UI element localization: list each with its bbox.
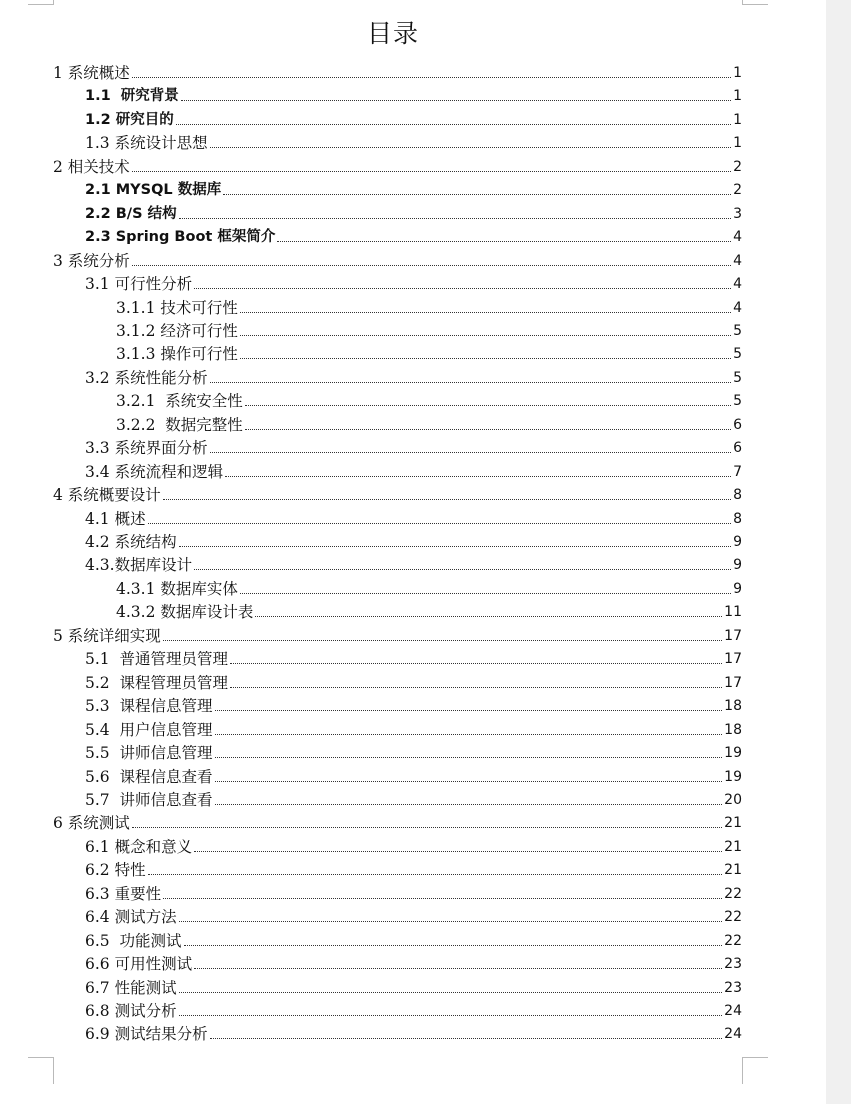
toc-entry-label: 3.3 系统界面分析 [85, 439, 208, 458]
toc-entry[interactable] [85, 179, 742, 199]
toc-entry[interactable] [53, 156, 742, 176]
toc-entry-label: 6 系统测试 [53, 814, 130, 833]
toc-entry-page-number: 21 [724, 862, 742, 879]
toc-entry-page-number: 4 [733, 252, 742, 269]
toc-entry[interactable] [85, 531, 742, 551]
toc-entry[interactable] [85, 906, 742, 926]
toc-entry-page-number: 2 [733, 158, 742, 175]
toc-entry-page-number: 22 [724, 909, 742, 926]
toc-entry-label: 5 系统详细实现 [53, 626, 161, 645]
toc-leader-dots [148, 874, 723, 875]
toc-entry-page-number: 17 [724, 674, 742, 691]
toc-entry-page-number: 5 [733, 322, 742, 339]
toc-entry[interactable] [85, 953, 742, 973]
toc-entry[interactable] [85, 554, 742, 574]
toc-leader-dots [132, 265, 731, 266]
toc-entry-page-number: 24 [724, 1026, 742, 1043]
toc-leader-dots [148, 523, 732, 524]
toc-entry-page-number: 9 [733, 580, 742, 597]
toc-entry-page-number: 6 [733, 440, 742, 457]
toc-entry-page-number: 7 [733, 463, 742, 480]
toc-leader-dots [255, 616, 722, 617]
toc-entry-label: 2.3 Spring Boot 框架简介 [85, 229, 276, 246]
toc-entry-label: 3.2.2 数据完整性 [116, 415, 243, 434]
toc-entry-label: 4.3.1 数据库实体 [116, 579, 238, 598]
toc-entry-label: 5.6 课程信息查看 [85, 767, 213, 786]
toc-entry[interactable] [53, 62, 742, 82]
toc-entry-page-number: 22 [724, 885, 742, 902]
toc-entry-page-number: 9 [733, 557, 742, 574]
toc-entry-label: 3.1.1 技术可行性 [116, 298, 238, 317]
page-title: 目录 [366, 19, 419, 48]
toc-entry-page-number: 5 [733, 393, 742, 410]
toc-entry[interactable] [85, 273, 742, 293]
toc-entry-label: 6.9 测试结果分析 [85, 1025, 208, 1044]
toc-entry-label: 4.3.数据库设计 [85, 556, 193, 575]
toc-entry[interactable] [85, 930, 742, 950]
toc-leader-dots [210, 1038, 723, 1039]
toc-entry-label: 6.4 测试方法 [85, 908, 177, 927]
toc-entry-label: 5.5 讲师信息管理 [85, 744, 213, 763]
toc-leader-dots [240, 312, 731, 313]
toc-leader-dots [215, 734, 723, 735]
toc-entry[interactable] [85, 1000, 742, 1020]
toc-entry-page-number: 5 [733, 346, 742, 363]
toc-entry-label: 2 相关技术 [53, 157, 130, 176]
toc-entry-label: 4.3.2 数据库设计表 [116, 603, 254, 622]
toc-leader-dots [277, 241, 731, 242]
toc-leader-dots [184, 945, 723, 946]
toc-entry-label: 6.3 重要性 [85, 884, 162, 903]
toc-entry-label: 4.1 概述 [85, 509, 146, 528]
toc-entry[interactable] [85, 695, 742, 715]
toc-leader-dots [179, 921, 723, 922]
toc-entry-page-number: 19 [724, 745, 742, 762]
toc-entry-label: 2.2 B/S 结构 [85, 205, 177, 222]
toc-leader-dots [223, 194, 731, 195]
toc-entry-page-number: 22 [724, 932, 742, 949]
toc-entry[interactable] [116, 601, 742, 621]
toc-leader-dots [132, 77, 731, 78]
toc-entry-page-number: 11 [724, 604, 742, 621]
toc-entry[interactable] [85, 836, 742, 856]
toc-entry-page-number: 5 [733, 369, 742, 386]
toc-leader-dots [194, 851, 722, 852]
toc-entry[interactable] [85, 203, 742, 223]
toc-leader-dots [215, 710, 723, 711]
toc-entry-page-number: 4 [733, 229, 742, 246]
toc-entry-label: 6.5 功能测试 [85, 931, 182, 950]
toc-entry[interactable] [116, 390, 742, 410]
toc-entry-page-number: 24 [724, 1003, 742, 1019]
toc-entry[interactable] [85, 367, 742, 387]
toc-entry[interactable] [85, 461, 742, 481]
toc-entry-label: 3.1.3 操作可行性 [116, 345, 238, 364]
toc-leader-dots [245, 429, 731, 430]
toc-entry[interactable] [116, 297, 742, 317]
page-gutter [826, 0, 851, 1104]
toc-entry-label: 3.1 可行性分析 [85, 275, 193, 294]
toc-leader-dots [215, 757, 723, 758]
toc-entry[interactable] [85, 132, 742, 152]
toc-entry-page-number: 23 [724, 979, 742, 996]
toc-entry-label: 1.2 研究目的 [85, 111, 174, 128]
toc-leader-dots [194, 968, 722, 969]
toc-leader-dots [245, 405, 731, 406]
toc-entry[interactable] [116, 578, 742, 598]
toc-entry[interactable] [116, 343, 742, 363]
toc-entry-label: 1.3 系统设计思想 [85, 134, 208, 153]
toc-entry-page-number: 1 [733, 65, 742, 81]
toc-entry[interactable] [116, 320, 742, 340]
toc-entry[interactable] [85, 789, 742, 809]
toc-leader-dots [132, 827, 722, 828]
toc-entry[interactable] [85, 648, 742, 668]
toc-entry-page-number: 2 [733, 182, 742, 199]
toc-entry-page-number: 21 [724, 815, 742, 832]
toc-entry-label: 6.2 特性 [85, 861, 146, 880]
toc-entry-page-number: 17 [724, 627, 742, 644]
toc-entry-page-number: 6 [733, 416, 742, 433]
toc-leader-dots [176, 124, 731, 125]
toc-leader-dots [215, 804, 723, 805]
toc-entry-page-number: 20 [724, 791, 742, 808]
toc-entry[interactable] [116, 414, 742, 434]
toc-entry-page-number: 1 [733, 135, 742, 152]
toc-leader-dots [179, 218, 732, 219]
toc-entry-label: 5.1 普通管理员管理 [85, 650, 229, 669]
toc-entry-page-number: 1 [733, 111, 742, 128]
toc-entry-page-number: 23 [724, 956, 742, 973]
toc-entry-page-number: 19 [724, 768, 742, 785]
toc-leader-dots [194, 288, 731, 289]
toc-entry-label: 4 系统概要设计 [53, 486, 161, 505]
toc-entry[interactable] [53, 625, 742, 645]
toc-entry-page-number: 9 [733, 534, 742, 550]
toc-leader-dots [240, 358, 731, 359]
toc-entry-page-number: 8 [733, 487, 742, 504]
toc-entry-label: 6.1 概念和意义 [85, 837, 193, 856]
toc-entry-label: 3.2 系统性能分析 [85, 368, 208, 387]
toc-entry[interactable] [85, 226, 742, 246]
toc-entry[interactable] [85, 766, 742, 786]
toc-entry[interactable] [53, 250, 742, 270]
toc-leader-dots [230, 663, 722, 664]
toc-entry-label: 6.8 测试分析 [85, 1002, 177, 1020]
toc-entry[interactable] [85, 977, 742, 997]
toc-leader-dots [240, 335, 731, 336]
toc-entry[interactable] [85, 859, 742, 879]
toc-entry[interactable] [85, 742, 742, 762]
toc-entry-label: 3.4 系统流程和逻辑 [85, 462, 224, 481]
toc-entry-label: 5.3 课程信息管理 [85, 697, 213, 716]
toc-entry[interactable] [85, 508, 742, 528]
toc-entry[interactable] [53, 812, 742, 832]
toc-entry-label: 3.1.2 经济可行性 [116, 321, 238, 340]
toc-leader-dots [210, 147, 732, 148]
toc-entry-page-number: 1 [733, 88, 742, 105]
toc-entry-label: 6.7 性能测试 [85, 978, 177, 997]
toc-entry[interactable] [85, 883, 742, 903]
toc-entry-page-number: 21 [724, 838, 742, 855]
toc-entry-page-number: 18 [724, 721, 742, 738]
toc-leader-dots [210, 452, 732, 453]
toc-leader-dots [210, 382, 732, 383]
toc-leader-dots [225, 476, 731, 477]
toc-entry-page-number: 17 [724, 651, 742, 668]
toc-leader-dots [179, 1015, 723, 1016]
toc-entry-label: 1.1 研究背景 [85, 88, 179, 105]
toc-leader-dots [230, 687, 722, 688]
toc-leader-dots [181, 100, 731, 101]
toc-leader-dots [163, 898, 722, 899]
toc-entry-label: 1 系统概述 [53, 64, 130, 82]
toc-entry-page-number: 8 [733, 510, 742, 527]
toc-entry[interactable] [85, 719, 742, 739]
toc-leader-dots [163, 499, 731, 500]
toc-entry-page-number: 18 [724, 698, 742, 715]
toc-entry-label: 3 系统分析 [53, 251, 130, 270]
toc-entry-label: 5.7 讲师信息查看 [85, 790, 213, 809]
toc-leader-dots [132, 171, 731, 172]
toc-leader-dots [179, 992, 723, 993]
toc-entry-label: 5.4 用户信息管理 [85, 720, 213, 739]
toc-leader-dots [179, 546, 732, 547]
toc-entry-page-number: 4 [733, 276, 742, 293]
toc-entry-page-number: 4 [733, 299, 742, 316]
toc-entry[interactable] [85, 1023, 742, 1043]
toc-entry[interactable] [85, 437, 742, 457]
toc-leader-dots [194, 569, 731, 570]
toc-entry-label: 4.2 系统结构 [85, 533, 177, 551]
toc-entry-page-number: 3 [733, 205, 742, 222]
toc-leader-dots [240, 593, 731, 594]
toc-entry[interactable] [85, 672, 742, 692]
toc-entry-label: 6.6 可用性测试 [85, 955, 193, 974]
toc-entry-label: 5.2 课程管理员管理 [85, 673, 229, 692]
toc-entry-label: 2.1 MYSQL 数据库 [85, 182, 222, 199]
toc-entry[interactable] [85, 109, 742, 129]
toc-leader-dots [215, 781, 723, 782]
toc-leader-dots [163, 640, 722, 641]
toc-entry[interactable] [85, 85, 742, 105]
toc-entry[interactable] [53, 484, 742, 504]
toc-entry-label: 3.2.1 系统安全性 [116, 392, 243, 411]
